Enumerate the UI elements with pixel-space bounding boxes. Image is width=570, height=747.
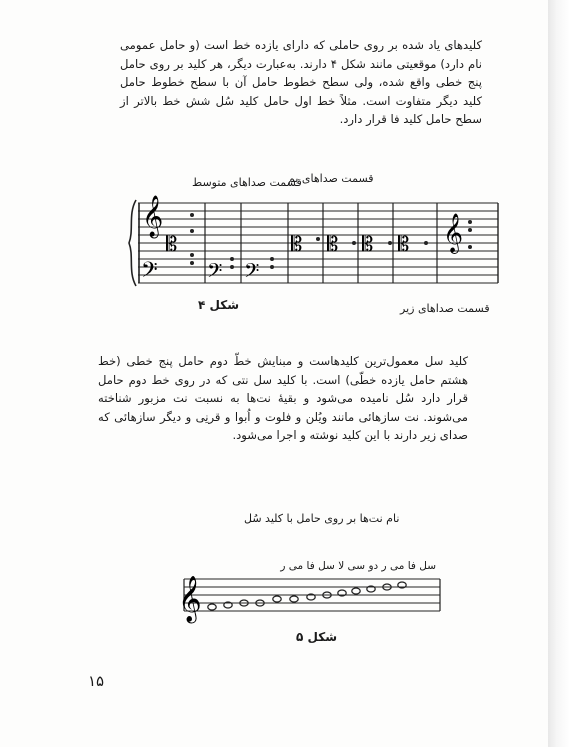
caption-middle-section: قسمت صداهای متوسط	[192, 176, 302, 189]
bass-clef-icon: 𝄢	[207, 259, 223, 287]
treble-clef-icon: 𝄞	[443, 213, 464, 253]
five-line-staff	[184, 579, 440, 611]
whole-notes	[208, 582, 406, 610]
alto-clef-icon: 𝄡	[398, 232, 410, 256]
figure-5-caption: نام نت‌ها بر روی حامل با کلید سُل	[244, 512, 400, 525]
note-name: می	[389, 560, 405, 572]
page-number: ۱۵	[88, 672, 105, 690]
note-name: فا	[306, 560, 315, 572]
note-name: ر	[280, 560, 286, 572]
treble-clef-icon: 𝄞	[142, 196, 164, 237]
note-name: دو	[368, 560, 379, 572]
bass-clef-icon: 𝄢	[141, 258, 158, 288]
note-name: فا	[407, 560, 416, 572]
alto-clef-icon: 𝄡	[291, 232, 303, 256]
caption-high-section: قسمت صداهای زیر	[400, 302, 490, 315]
alto-clef-icon: 𝄡	[362, 232, 374, 256]
note-name: لا	[338, 560, 345, 572]
alto-clef-icon: 𝄡	[327, 232, 339, 256]
caption-bass-section: قسمت صداهای بم	[288, 172, 374, 185]
paragraph-2: کلید سل معمول‌ترین کلیدهاست و مبنایش خطّ دوم حامل پنج خطی (خط هشتم حامل یازده خطّی) است. با کلید سل نتی که در روی خط دوم حامل قرار دارد سُل نامیده می‌شود و بقیهٔ نت‌ها به نسبت نت مزبور شناخته می‌شوند. نت سازهائی مانند ویُلن و فلوت و اُبوا و قرنِی و دیگر سازهائی که صدای زیر دارند با این کلید نوشته و اجرا می‌شود.	[98, 354, 468, 443]
bass-clef-icon: 𝄢	[244, 259, 260, 287]
note-name: ر	[381, 560, 387, 572]
note-name: سل	[419, 560, 436, 572]
figure-5-label: شکل ۵	[296, 630, 337, 644]
note-name: می	[288, 560, 304, 572]
note-name: سی	[347, 560, 366, 572]
note-name: سل	[318, 560, 335, 572]
alto-clef-icon: 𝄡	[166, 232, 178, 256]
treble-clef-icon: 𝄞	[178, 576, 202, 622]
paragraph-1: کلیدهای یاد شده بر روی حاملی که دارای یازده خط است (و حامل عمومی نام دارد) موقعیتی مانند شکل ۴ دارند. به‌عبارت دیگر، هر کلید بر روی حامل پنج خطی واقع شده، ولی سطح خطوط حامل آن با سطح خطوط حامل کلید دیگر متفاوت است. مثلاً خط اول حامل کلید سُل شش خط بالاتر از سطح حامل کلید فا قرار دارد.	[120, 38, 482, 127]
figure-4-label: شکل ۴	[198, 298, 239, 312]
